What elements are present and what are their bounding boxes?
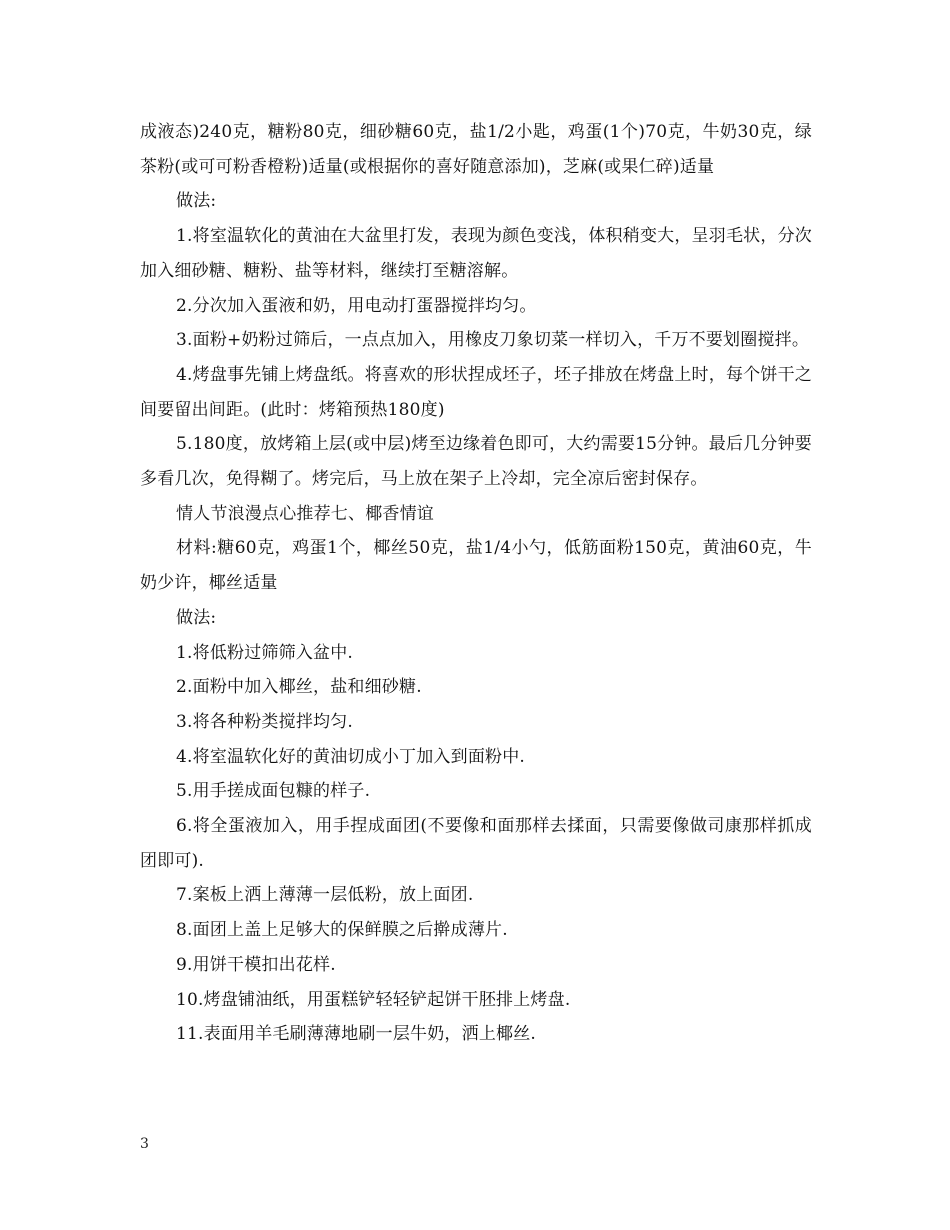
paragraph: 成液态)240克，糖粉80克，细砂糖60克，盐1/2小匙，鸡蛋(1个)70克，牛奶30克，绿茶粉(或可可粉香橙粉)适量(或根据你的喜好随意添加)，芝麻(或果仁碎)适量 [140, 122, 812, 177]
list-item: 2.面粉中加入椰丝，盐和细砂糖. [176, 677, 422, 698]
list-item: 5.用手搓成面包糠的样子. [176, 781, 371, 802]
paragraph: 2.分次加入蛋液和奶，用电动打蛋器搅拌均匀。 [176, 295, 537, 316]
paragraph: 做法: [176, 191, 217, 212]
list-item: 9.用饼干模扣出花样. [176, 954, 336, 975]
list-item: 1.将低粉过筛筛入盆中. [176, 642, 354, 663]
section-heading: 情人节浪漫点心推荐七、椰香情谊 [176, 503, 434, 524]
paragraph: 做法: [176, 607, 217, 628]
list-item: 7.案板上洒上薄薄一层低粉，放上面团. [176, 885, 474, 906]
page-number: 3 [140, 1136, 149, 1152]
paragraph: 3.面粉+奶粉过筛后，一点点加入，用橡皮刀象切菜一样切入，千万不要划圈搅拌。 [176, 330, 810, 351]
list-item: 3.将各种粉类搅拌均匀. [176, 711, 354, 732]
list-item: 11.表面用羊毛刷薄薄地刷一层牛奶，洒上椰丝. [176, 1024, 537, 1045]
paragraph: 5.180度，放烤箱上层(或中层)烤至边缘着色即可，大约需要15分钟。最后几分钟要多看几次，免得糊了。烤完后，马上放在架子上冷却，完全凉后密封保存。 [140, 434, 812, 490]
list-item: 10.烤盘铺油纸，用蛋糕铲轻轻铲起饼干胚排上烤盘. [176, 989, 571, 1010]
body-text [140, 115, 812, 1052]
paragraph: 4.烤盘事先铺上烤盘纸。将喜欢的形状捏成坯子，坯子排放在烤盘上时，每个饼干之间要留出间距。(此时：烤箱预热180度) [140, 364, 812, 420]
list-item: 4.将室温软化好的黄油切成小丁加入到面粉中. [176, 746, 526, 767]
list-item: 6.将全蛋液加入，用手捏成面团(不要像和面那样去揉面，只需要像做司康那样抓成团即可). [140, 816, 812, 871]
paragraph: 材料:糖60克，鸡蛋1个，椰丝50克，盐1/4小勺，低筋面粉150克，黄油60克，牛奶少许，椰丝适量 [140, 538, 812, 594]
paragraph: 1.将室温软化的黄油在大盆里打发，表现为颜色变浅，体积稍变大，呈羽毛状，分次加入细砂糖、糖粉、盐等材料，继续打至糖溶解。 [140, 226, 812, 281]
list-item: 8.面团上盖上足够大的保鲜膜之后擀成薄片. [176, 920, 508, 941]
